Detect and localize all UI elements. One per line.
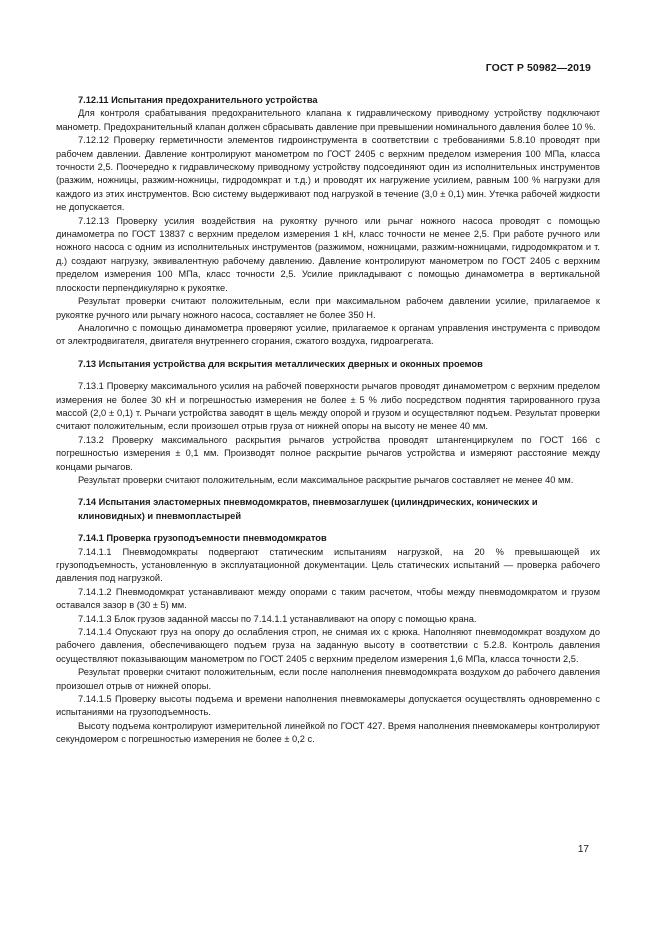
- page-number: 17: [577, 844, 589, 855]
- paragraph: Аналогично с помощью динамометра проверяют усилие, прилагаемое к органам управления инструмента с приводом от электродвигателя, двигателя внутреннего сгорания, сжатого воздуха, гидроагрегата.: [56, 322, 600, 347]
- section-heading: 7.13 Испытания устройства для вскрытия металлических дверных и оконных проемов: [78, 358, 483, 369]
- paragraph: 7.14.1.5 Проверку высоты подъема и времени наполнения пневмокамеры допускается осуществлять одновременно с испытаниями на грузоподъемность.: [56, 694, 600, 718]
- paragraph: Высоту подъема контролируют измерительной линейкой по ГОСТ 427. Время наполнения пневмокамеры контролируют секундомером с погрешностью измерения не более ± 0,2 с.: [56, 720, 600, 745]
- paragraph: 7.13.1 Проверку максимального усилия на рабочей поверхности рычагов проводят динамометром с верхним пределом измерения не более 30 кН и погрешностью измерения не более ± 5 % либо посредством поднятия тарированного груза массой (2,0 ± 0,1) т. Рычаги устройства заводят в щель между опорой и грузом и осуществляют подъем. Результат проверки считают положительным, если произошел отрыв груза от нижней опоры на высоту не менее 40 мм.: [56, 381, 600, 432]
- paragraph: 7.14.1.2 Пневмодомкрат устанавливают между опорами с таким расчетом, чтобы между пневмодомкратом и грузом оставался зазор в (30 ± 5) мм.: [56, 586, 600, 611]
- section-heading: 7.14 Испытания эластомерных пневмодомкратов, пневмозаглушек (цилиндрических, конических и клиновидных) и пневмопластырей: [78, 497, 538, 521]
- paragraph: Результат проверки считают положительным, если после наполнения пневмодомкрата воздухом до рабочего давления произошел отрыв от нижней опоры.: [56, 667, 600, 691]
- section-heading: 7.14.1 Проверка грузоподъемности пневмодомкратов: [78, 533, 327, 544]
- paragraph: 7.12.13 Проверку усилия воздействия на рукоятку ручного или рычаг ножного насоса проводят с помощью динамометра по ГОСТ 13837 с верхним пределом измерения 1 кН, класс точности не менее 2,5. При работе ручного или ножного насоса с одним из исполнительных инструментов (разжимом, ножницами, разжим-ножницами, гидродомкратом и т. д.) создают нагрузку, эквивалентную рабочему давлению. Давление контролируют манометром по ГОСТ 2405 с верхним пределом измерения 100 МПа, класс точности 2,5. Усилие прикладывают с помощью динамометра в вертикальной плоскости перпендикулярно к рукоятке.: [56, 215, 600, 293]
- paragraph: 7.12.12 Проверку герметичности элементов гидроинструмента в соответствии с требованиями 5.8.10 проводят при рабочем давлении. Давление контролируют манометром по ГОСТ 2405 с верхним пределом измерения 100 МПа, класса точности 2,5. Поочередно к гидравлическому приводному устройству подсоединяют один из исполнительных инструментов (разжим, ножницы, разжим-ножницы, гидродомкрат и т.д.) и проводят их нагружение усилием, равным 100 % нагрузки для каждого из этих инструментов. Всю систему выдерживают под нагрузкой в течение (3,0 ± 0,1) мин. Утечка рабочей жидкости не допускается.: [56, 135, 600, 213]
- paragraph: 7.13.2 Проверку максимального раскрытия рычагов устройства проводят штангенциркулем по ГОСТ 166 с погрешностью измерения ± 0,1 мм. Производят полное раскрытие рычагов устройства и измеряют расстояние между концами рычагов.: [56, 434, 600, 472]
- paragraph: 7.14.1.3 Блок грузов заданной массы по 7.14.1.1 устанавливают на опору с помощью крана.: [78, 613, 477, 624]
- paragraph: Результат проверки считают положительным, если при максимальном рабочем давлении усилие, прилагаемое к рукоятке ручного или рычагу ножного насоса, составляет не более 350 Н.: [56, 296, 600, 320]
- document-body: [56, 94, 600, 747]
- paragraph: 7.14.1.1 Пневмодомкраты подвергают статическим испытаниям нагрузкой, на 20 % превышающей их грузоподъемность, установленную в эксплуатационной документации. Цель статических испытаний — проверка рабочего давления под нагрузкой.: [56, 546, 600, 584]
- document-id: ГОСТ Р 50982—2019: [485, 62, 591, 74]
- paragraph: 7.14.1.4 Опускают груз на опору до ослабления строп, не снимая их с крюка. Наполняют пневмодомкрат воздухом до рабочего давления, обеспечивающего подъем груза на заданную высоту в соответствии с 5.2.8. Контроль давления осуществляют показывающим манометром по ГОСТ 2405 с верхним пределом измерения 1,6 МПа, класса точности 2,5.: [56, 627, 600, 664]
- paragraph: Результат проверки считают положительным, если максимальное раскрытие рычагов составляет не менее 40 мм.: [78, 474, 574, 485]
- paragraph: Для контроля срабатывания предохранительного клапана к гидравлическому приводному устройству подключают манометр. Предохранительный клапан должен сбрасывать давление при превышении номинального давления более 10 %.: [56, 108, 600, 132]
- section-heading: 7.12.11 Испытания предохранительного устройства: [78, 95, 318, 105]
